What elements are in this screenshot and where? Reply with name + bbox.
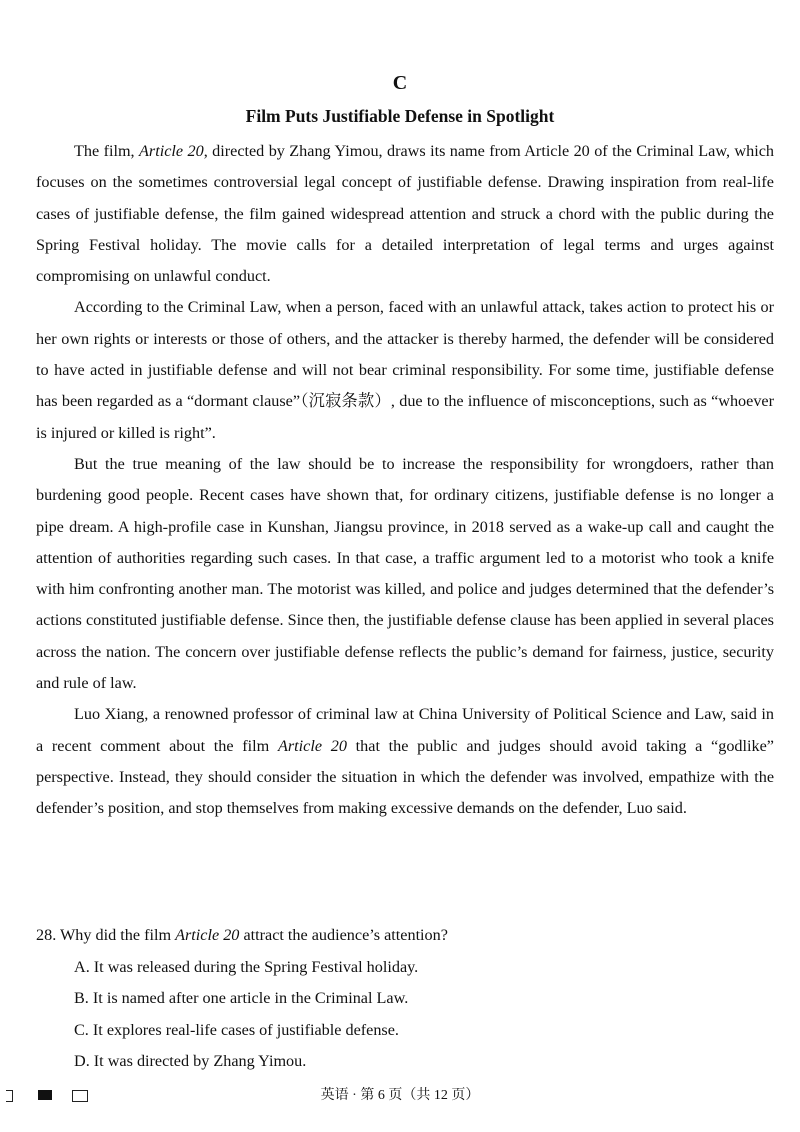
section-label: C	[392, 72, 408, 94]
stem-text: Why did the film	[60, 926, 176, 944]
question-28	[36, 920, 774, 1078]
stem-film-title: Article 20	[175, 926, 240, 944]
film-title: Article 20	[139, 142, 204, 160]
question-number: 28.	[36, 926, 57, 944]
option-b: B. It is named after one article in the Criminal Law.	[74, 989, 409, 1007]
paragraph: But the true meaning of the law should be to increase the responsibility for wrongdoers, rather than burdening good people. Recent cases have shown that, for ordinary citizens, justifiable defense is no longer a pipe dream. A high-profile case in Kunshan, Jiangsu province, in 2018 served as a wake-up call and caught the attention of authorities regarding such cases. In that case, a traffic argument led to a motorist who took a knife with him confronting another man. The motorist was killed, and police and judges determined that the defender’s actions constituted justifiable defense. Since then, the justifiable defense clause has been applied in several places across the nation. The concern over justifiable defense reflects the public’s demand for fairness, justice, security and rule of law.	[36, 454, 774, 693]
article-body	[36, 136, 774, 825]
page-footer: 英语 · 第 6 页（共 12 页）	[320, 1088, 480, 1103]
stem-text: attract the audience’s attention?	[239, 926, 448, 944]
paragraph: Luo Xiang, a renowned professor of criminal law at China University of Political Science and Law, said in a recent comment about the film Article 20 that the public and judges should avoid taking a “godlike” perspective. Instead, they should consider the situation in which the defender was involved, empathize with the defender’s position, and stop themselves from making excessive demands on the defender, Luo said.	[36, 705, 774, 818]
film-title: Article 20	[277, 736, 347, 755]
option-d: D. It was directed by Zhang Yimou.	[74, 1052, 307, 1070]
option-c: C. It explores real-life cases of justifiable defense.	[74, 1020, 399, 1039]
option-a: A. It was released during the Spring Festival holiday.	[74, 957, 419, 976]
article-title: Film Puts Justifiable Defense in Spotlight	[245, 106, 555, 126]
paragraph: According to the Criminal Law, when a person, faced with an unlawful attack, takes action to protect his or her own rights or interests or those of others, and the attacker is thereby harmed, the defender will be considered to have acted in justifiable defense and will not bear criminal responsibility. For some time, justifiable defense has been regarded as a “dormant clause”（沉寂条款）, due to the influence of misconceptions, such as “whoever is injured or killed is right”.	[36, 298, 774, 442]
paragraph: The film, Article 20, directed by Zhang Yimou, draws its name from Article 20 of the Criminal Law, which focuses on the sometimes controversial legal concept of justifiable defense. Drawing inspiration from real-life cases of justifiable defense, the film gained widespread attention and struck a chord with the public during the Spring Festival holiday. The movie calls for a detailed interpretation of legal terms and urges against compromising on unlawful conduct.	[36, 142, 774, 286]
question-stem	[36, 920, 774, 952]
